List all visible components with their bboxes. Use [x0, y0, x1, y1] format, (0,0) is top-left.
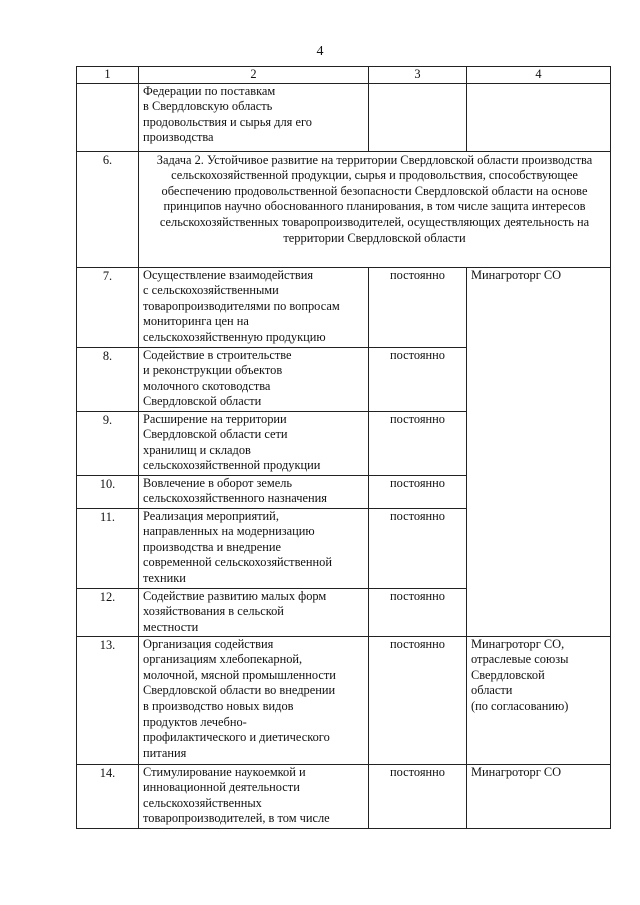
header-cell-1: 1 [77, 67, 139, 84]
row-number: 14. [77, 764, 139, 828]
measure-name: Содействие развитию малых форм хозяйствования в сельской местности [139, 588, 369, 636]
measure-name: Стимулирование наукоемкой и инновационной деятельности сельскохозяйственных товаропроизводителей, в том числе [139, 764, 369, 828]
task-row [77, 151, 611, 267]
measure-name: Осуществление взаимодействия с сельскохозяйственными товаропроизводителями по вопросам мониторинга цен на сельскохозяйственную продукцию [139, 267, 369, 347]
responsible-cell [467, 83, 611, 151]
responsible-cell: Минагроторг СО [467, 267, 611, 636]
term: постоянно [369, 475, 467, 508]
table-row [77, 267, 611, 347]
page-number: 4 [316, 44, 324, 59]
term: постоянно [369, 347, 467, 411]
header-cell-2: 2 [139, 67, 369, 84]
measure-name: Реализация мероприятий, направленных на модернизацию производства и внедрение современной сельскохозяйственной техники [139, 508, 369, 588]
header-row [77, 67, 611, 84]
term-cell [369, 83, 467, 151]
header-cell-4: 4 [467, 67, 611, 84]
row-number: 11. [77, 508, 139, 588]
row-number: 9. [77, 411, 139, 475]
term: постоянно [369, 588, 467, 636]
measure-name: Федерации по поставкам в Свердловскую область продовольствия и сырья для его производства [139, 83, 369, 151]
term: постоянно [369, 764, 467, 828]
row-number: 8. [77, 347, 139, 411]
term: постоянно [369, 411, 467, 475]
row-number: 10. [77, 475, 139, 508]
term: постоянно [369, 636, 467, 764]
measure-name: Расширение на территории Свердловской области сети хранилищ и складов сельскохозяйственной продукции [139, 411, 369, 475]
term: постоянно [369, 267, 467, 347]
continuation-row [77, 83, 611, 151]
header-cell-3: 3 [369, 67, 467, 84]
table-row [77, 764, 611, 828]
task-text: Задача 2. Устойчивое развитие на территории Свердловской области производства сельскохозяйственной продукции, сырья и продовольствия, способствующее обеспечению продовольственной безопасности Свердловской области на основе принципов научно обоснованного планирования, в том числе защита интересов сельскохозяйственных товаропроизводителей, осуществляющих деятельность на территории Свердловской области [139, 151, 611, 267]
measure-name: Вовлечение в оборот земель сельскохозяйственного назначения [139, 475, 369, 508]
row-number: 13. [77, 636, 139, 764]
responsible-cell: Минагроторг СО [467, 764, 611, 828]
measure-name: Содействие в строительстве и реконструкции объектов молочного скотоводства Свердловской области [139, 347, 369, 411]
measure-name: Организация содействия организациям хлебопекарной, молочной, мясной промышленности Свердловской области во внедрении в производство новых видов продуктов лечебно- профилактического и диетического питания [139, 636, 369, 764]
task-number: 6. [77, 151, 139, 267]
row-number: 12. [77, 588, 139, 636]
num-cell [77, 83, 139, 151]
measures-table [76, 66, 611, 829]
term: постоянно [369, 508, 467, 588]
table-row [77, 636, 611, 764]
row-number: 7. [77, 267, 139, 347]
responsible-cell: Минагроторг СО, отраслевые союзы Свердловской области (по согласованию) [467, 636, 611, 764]
